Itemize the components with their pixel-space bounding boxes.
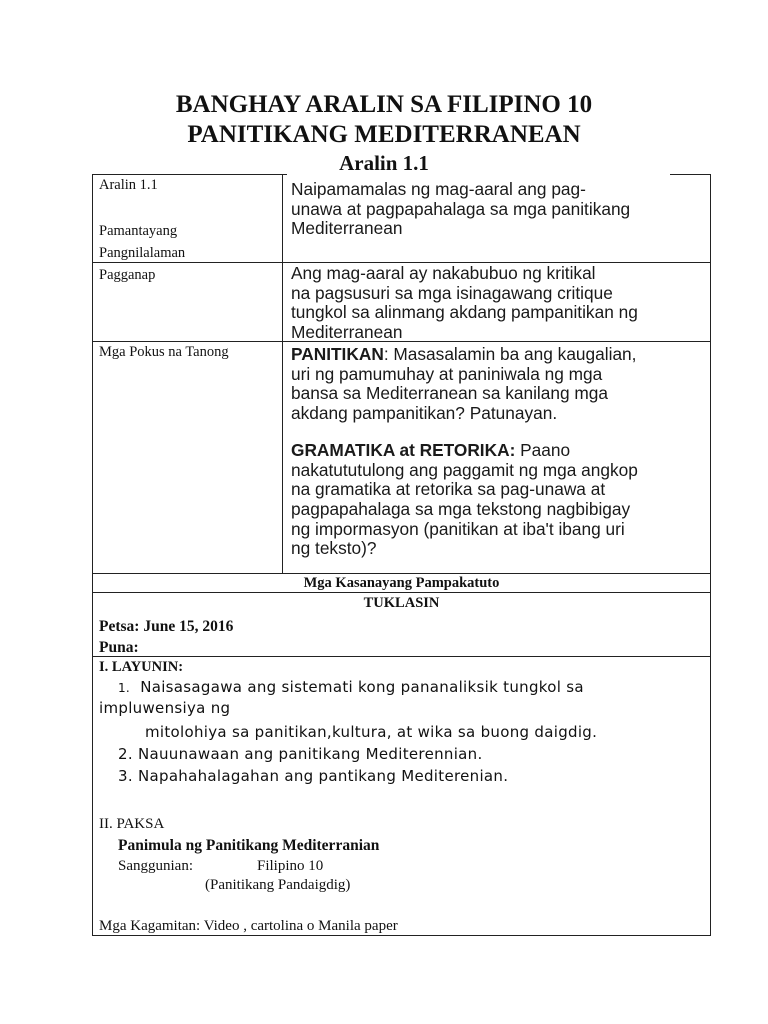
pagganap-content: Ang mag-aaral ay nakabubuo ng kritikal na pagsusuri sa mga isinagawang critique tungkol sa alinmang akdang pampanitikan ng Mediterranean <box>291 263 638 343</box>
pagganap-label: Pagganap <box>99 267 156 283</box>
column-divider <box>282 174 283 574</box>
document-subtitle: PANITIKANG MEDITERRANEAN <box>187 121 581 148</box>
aralin-label: Aralin 1.1 <box>99 177 158 193</box>
pokus-label: Mga Pokus na Tanong <box>99 344 229 360</box>
puna-text: Puna: <box>99 639 139 656</box>
petsa-text: Petsa: June 15, 2016 <box>99 618 234 635</box>
pangnilalaman-content: Naipamamalas ng mag-aaral ang pag- unawa at pagpapahalaga sa mga panitikang Mediterranean <box>291 179 631 239</box>
kagamitan-text: Mga Kagamitan: Video , cartolina o Manila paper <box>99 918 398 934</box>
table-top-border-right <box>670 174 711 175</box>
gramatika-heading: GRAMATIKA at RETORIKA: <box>291 439 516 460</box>
tuklasin-heading: TUKLASIN <box>363 595 440 611</box>
document-title: BANGHAY ARALIN SA FILIPINO 10 <box>175 91 593 118</box>
sanggunian-value: Filipino 10 <box>257 858 324 874</box>
pokus-content: PANITIKAN: Masasalamin ba ang kaugalian, uri ng pamumuhay at paniniwala ng mga bansa sa Mediterranean sa kanilang mga akdang pampanitikan? Patunayan. GRAMATIKA at RETORIKA: Paano nakatututulong ang paggamit ng mga angkop na gramatika at retorika sa pag-unawa at pagpapahalaga sa mga tekstong nagbibigay ng impormasyon (panitikan at iba't ibang uri ng teksto)? <box>291 344 638 559</box>
kasanayan-heading: Mga Kasanayang Pampakatuto <box>303 575 500 591</box>
pamantayang-label: Pamantayang <box>99 223 178 239</box>
lesson-number: Aralin 1.1 <box>339 151 429 175</box>
paksa-title: Panimula ng Panitikang Mediterranian <box>118 837 380 854</box>
layunin-item-1-cont: mitolohiya sa panitikan,kultura, at wika sa buong daigdig. <box>145 723 598 741</box>
pangnilalaman-label: Pangnilalaman <box>99 245 186 261</box>
paksa-heading: II. PAKSA <box>99 816 165 832</box>
layunin-item-2: 2. Nauunawaan ang panitikang Mediterennian. <box>118 745 483 763</box>
layunin-item-1: 1. Naisasagawa ang sistemati kong pananaliksik tungkol sa impluwensiya ng <box>99 678 584 717</box>
sanggunian-sub: (Panitikang Pandaigdig) <box>205 877 351 893</box>
layunin-heading: I. LAYUNIN: <box>99 659 184 675</box>
row-divider-3 <box>92 592 711 593</box>
sanggunian-label: Sanggunian: <box>118 858 193 874</box>
row-divider-4 <box>92 656 711 657</box>
table-top-border-left <box>92 174 287 175</box>
panitikan-heading: PANITIKAN <box>291 344 384 364</box>
layunin-item-3: 3. Napahahalagahan ang pantikang Mediterenian. <box>118 767 509 785</box>
